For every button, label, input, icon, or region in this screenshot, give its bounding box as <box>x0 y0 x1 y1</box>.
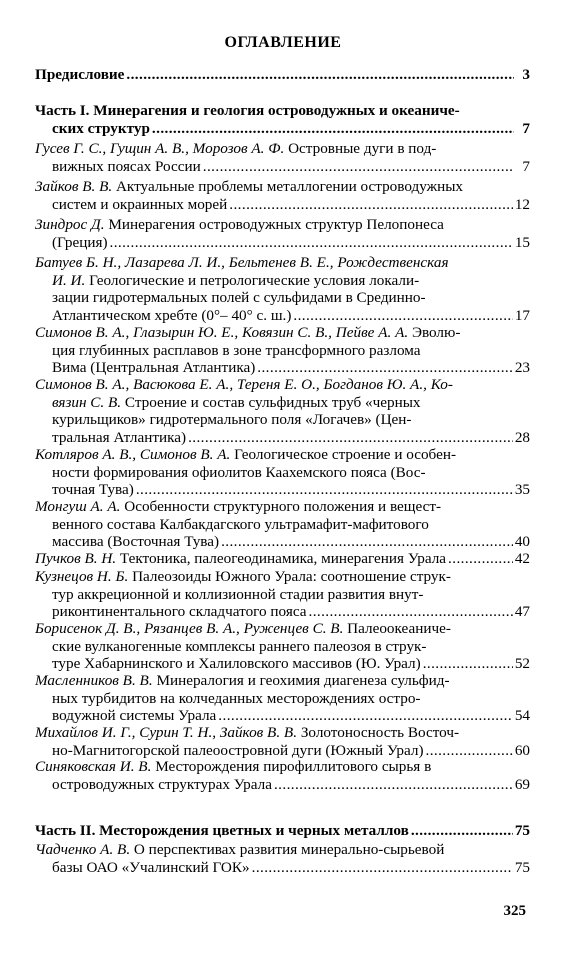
toc-entry-text <box>35 216 444 234</box>
toc-entry-text <box>35 550 446 568</box>
toc-entry-text <box>52 196 227 214</box>
toc-line <box>52 533 530 551</box>
toc-entry-text <box>52 776 272 794</box>
toc-line <box>35 140 532 158</box>
toc-line <box>35 568 532 586</box>
toc-line <box>35 620 532 638</box>
toc-entry-title: туре Хабарнинского и Халиловского массивов (Ю. Урал) <box>52 655 421 672</box>
leader-dots <box>110 234 513 252</box>
leader-dots <box>309 603 513 621</box>
toc-page-number: 7 <box>522 157 530 175</box>
toc-entry-title: но-Магнитогорской палеоостровной дуги (Южный Урал) <box>52 741 424 759</box>
page-number: 325 <box>503 903 526 919</box>
leader-dots <box>152 120 514 138</box>
toc-entry-title: Геологические и петрологические условия локали- <box>85 271 420 289</box>
toc-entry-text <box>52 533 219 551</box>
toc-line <box>52 429 530 447</box>
leader-dots <box>229 196 513 214</box>
toc-entry-title: Золотоносность Восточ- <box>297 724 460 741</box>
toc-entry-title: водужной системы Урала <box>52 707 217 724</box>
toc-entry-title: Вима (Центральная Атлантика) <box>52 359 256 376</box>
toc-entry-text <box>52 690 420 708</box>
toc-page-number: 69 <box>514 775 530 793</box>
toc-entry-authors: Синяковская И. В. <box>35 758 152 775</box>
toc-entry-text <box>35 376 453 394</box>
toc-entry-text <box>35 102 460 120</box>
toc-entry-authors: Зиндрос Д. <box>35 216 105 233</box>
toc-entry-authors: Котляров А. В., Симонов В. А. <box>35 446 231 463</box>
toc-entry-authors: Масленников В. В. <box>35 672 153 689</box>
toc-entry-text <box>35 446 456 464</box>
toc-entry-text <box>35 822 409 840</box>
toc-entry-title: точная Тува) <box>52 481 134 498</box>
toc-entry-text <box>52 603 307 621</box>
toc-entry-text <box>52 464 426 482</box>
toc-entry-title: вижных поясах России <box>52 157 201 175</box>
toc-line <box>52 707 530 725</box>
toc-line <box>52 690 532 708</box>
leader-dots <box>126 66 514 84</box>
toc-entry-authors: Пучков В. Н. <box>35 550 117 567</box>
toc-entry-title: (Греция) <box>52 233 108 251</box>
toc-page-number: 42 <box>514 550 530 567</box>
toc-entry-title: массива (Восточная Тува) <box>52 533 220 550</box>
toc-entry-title: зации гидротермальных полей с сульфидами в Срединно- <box>52 289 426 306</box>
toc-entry-title: тральная Атлантика) <box>52 428 187 446</box>
toc-entry-text <box>52 655 421 673</box>
toc-entry-title: Островные дуги в под- <box>284 140 437 157</box>
toc-entry-text <box>35 724 459 742</box>
toc-entry-title: Минерагения островодужных структур Пелопонеса <box>104 216 444 233</box>
toc-entry-title: Атлантическом хребте (0°– 40° с. ш.) <box>52 306 292 324</box>
toc-entry-text <box>35 498 441 516</box>
toc-page-number: 75 <box>514 822 530 839</box>
toc-entry-title: Месторождения пирофиллитового сырья в <box>151 758 432 775</box>
toc-line <box>52 481 530 499</box>
toc-line <box>35 376 532 394</box>
toc-entry-text <box>35 620 451 638</box>
leader-dots <box>136 481 513 499</box>
toc-entry-text <box>52 342 421 360</box>
toc-line <box>35 178 532 196</box>
toc-entry-title: Эволю- <box>408 324 461 341</box>
toc-entry-text <box>52 586 423 604</box>
toc-entry-title: Часть I. Минерагения и геология островодужных и океаниче- <box>35 102 460 119</box>
toc-entry-title: тур аккреционной и коллизионной стадии развития внут- <box>52 585 424 603</box>
toc-entry-text <box>35 841 444 859</box>
toc-entry-text <box>35 324 460 342</box>
toc-entry-text <box>35 140 436 158</box>
toc-line <box>52 411 532 429</box>
leader-dots <box>293 307 512 325</box>
toc-line <box>52 776 530 794</box>
toc-entry-authors: Гусев Г. С., Гущин А. В., Морозов А. Ф. <box>35 140 285 157</box>
toc-line <box>35 446 532 464</box>
toc-entry-title: Особенности структурного положения и вещест- <box>120 498 442 515</box>
toc-entry-title: Палеозоиды Южного Урала: соотношение струк- <box>128 568 451 585</box>
toc-entry-authors: Батуев Б. Н., Лазарева Л. И., Бельтенев В. Е., Рождественская <box>35 254 449 271</box>
toc-line <box>35 672 532 690</box>
toc-entry-title: ных турбидитов на колчеданных месторождениях остро- <box>52 689 421 707</box>
leader-dots <box>252 859 513 877</box>
toc-entry-title: ция глубинных расплавов в зоне трансформного разлома <box>52 341 421 359</box>
toc-entry-title: островодужных структурах Урала <box>52 775 272 793</box>
leader-dots <box>274 776 513 794</box>
toc-line <box>35 724 532 742</box>
toc-entry-authors: Борисенок Д. В., Рязанцев В. А., Руженцев С. В. <box>35 620 344 637</box>
toc-entry-title: Геологическое строение и особен- <box>230 446 457 463</box>
toc-entry-text <box>52 859 250 877</box>
toc-line <box>52 464 532 482</box>
toc-entry-title: Палеоокеаниче- <box>343 620 451 637</box>
toc-entry-text <box>52 516 429 534</box>
toc-entry-text <box>52 307 291 325</box>
toc-entry-text <box>35 66 124 84</box>
toc-line <box>35 216 532 234</box>
toc-entry-authors: Кузнецов Н. Б. <box>35 568 129 585</box>
leader-dots <box>257 359 513 377</box>
toc-entry-title: Тектоника, палеогеодинамика, минерагения Урала <box>116 550 447 567</box>
toc-entry-authors-cont: И. И. <box>52 271 86 289</box>
toc-entry-text <box>35 568 451 586</box>
toc-line <box>52 603 530 621</box>
toc-entry-title: Предисловие <box>35 66 125 83</box>
toc-entry-title: Минералогия и геохимия диагенеза сульфид- <box>152 672 450 689</box>
toc-line <box>35 498 532 516</box>
toc-entry-title: систем и окраинных морей <box>52 195 228 213</box>
toc-line <box>35 324 532 342</box>
toc-entry-authors: Зайков В. В. <box>35 178 113 195</box>
toc-entry-text <box>52 429 186 447</box>
toc-entry-title: курильщиков» гидротермального поля «Логачев» (Цен- <box>52 411 412 428</box>
toc-page-number: 35 <box>514 481 530 498</box>
leader-dots <box>188 429 513 447</box>
toc-entry-text <box>35 672 450 690</box>
toc-entry-title: Строение и состав сульфидных труб «черных <box>121 393 421 411</box>
leader-dots <box>218 707 513 725</box>
leader-dots <box>411 822 513 840</box>
toc-line <box>35 758 532 776</box>
toc-entry-title: О перспективах развития минерально-сырьевой <box>130 841 445 858</box>
toc-entry-title: Часть II. Месторождения цветных и черных металлов <box>35 822 409 839</box>
toc-line <box>52 742 530 760</box>
toc-entry-text <box>52 120 150 138</box>
toc-entry-title: венного состава Калбакдагского ультрамафит-мафитового <box>52 515 429 533</box>
toc-line <box>35 254 532 272</box>
toc-entry-authors: Михайлов И. Г., Сурин Т. Н., Зайков В. В. <box>35 724 298 741</box>
toc-entry-authors: Чадченко А. В. <box>35 841 131 858</box>
toc-entry-text <box>52 359 255 377</box>
toc-line <box>35 822 530 840</box>
toc-page-number: 17 <box>514 306 530 324</box>
toc-line <box>52 234 530 252</box>
toc-line <box>52 359 530 377</box>
toc-entry-text <box>52 158 201 176</box>
leader-dots <box>426 742 513 760</box>
toc-entry-text <box>52 394 421 412</box>
toc-entry-authors: Монгуш А. А. <box>35 498 121 515</box>
toc-entry-text <box>52 481 134 499</box>
toc-line <box>52 859 530 877</box>
toc-line <box>52 655 530 673</box>
toc-page-number: 15 <box>514 233 530 251</box>
leader-dots <box>203 158 514 176</box>
toc-line <box>52 394 532 412</box>
toc-entry-title: ские вулканогенные комплексы раннего палеозоя в струк- <box>52 637 427 655</box>
toc-line <box>52 516 532 534</box>
toc-entry-text <box>52 234 108 252</box>
toc-title: ОГЛАВЛЕНИЕ <box>224 34 342 51</box>
toc-entry-title: ских структур <box>52 119 150 137</box>
toc-entry-text <box>52 707 216 725</box>
toc-page-number: 75 <box>514 858 530 876</box>
toc-page-number: 60 <box>514 741 530 759</box>
toc-line <box>52 120 530 138</box>
toc-line <box>52 586 532 604</box>
toc-entry-text <box>52 289 426 307</box>
toc-entry-authors-cont: вязин С. В. <box>52 393 122 411</box>
toc-entry-title: Актуальные проблемы металлогении островодужных <box>112 178 464 195</box>
leader-dots <box>423 655 513 673</box>
toc-line <box>52 289 532 307</box>
toc-line <box>52 272 532 290</box>
toc-entry-text <box>35 758 431 776</box>
toc-page-number: 52 <box>514 655 530 672</box>
toc-entry-title: риконтинентального складчатого пояса <box>52 603 307 620</box>
toc-line <box>52 307 530 325</box>
toc-line <box>35 102 532 120</box>
toc-line <box>35 66 530 84</box>
toc-page-number: 47 <box>514 603 530 620</box>
toc-line <box>52 342 532 360</box>
toc-entry-authors: Симонов В. А., Васюкова Е. А., Тереня Е. О., Богданов Ю. А., Ко- <box>35 376 453 393</box>
leader-dots <box>221 533 513 551</box>
toc-entry-text <box>35 254 449 272</box>
toc-line <box>52 638 532 656</box>
toc-entry-authors: Симонов В. А., Глазырин Ю. Е., Ковязин С. В., Пейве А. А. <box>35 324 409 341</box>
toc-page-number: 12 <box>514 195 530 213</box>
toc-line <box>35 841 532 859</box>
toc-line <box>52 158 530 176</box>
toc-page-number: 28 <box>514 428 530 446</box>
toc-entry-title: базы ОАО «Учалинский ГОК» <box>52 858 250 876</box>
toc-line <box>52 196 530 214</box>
toc-page-number: 23 <box>514 359 530 376</box>
toc-entry-text <box>52 411 411 429</box>
toc-entry-text <box>52 638 426 656</box>
toc-line <box>35 550 530 568</box>
toc-entry-title: ности формирования офиолитов Каахемского пояса (Вос- <box>52 463 426 481</box>
toc-entry-text <box>35 178 463 196</box>
toc-entry-text <box>52 742 424 760</box>
toc-page-number: 54 <box>514 707 530 724</box>
toc-entry-text <box>52 272 419 290</box>
toc-page-number: 40 <box>514 533 530 550</box>
toc-page-number: 7 <box>522 119 530 137</box>
toc-page-number: 3 <box>522 66 530 83</box>
leader-dots <box>448 550 513 568</box>
